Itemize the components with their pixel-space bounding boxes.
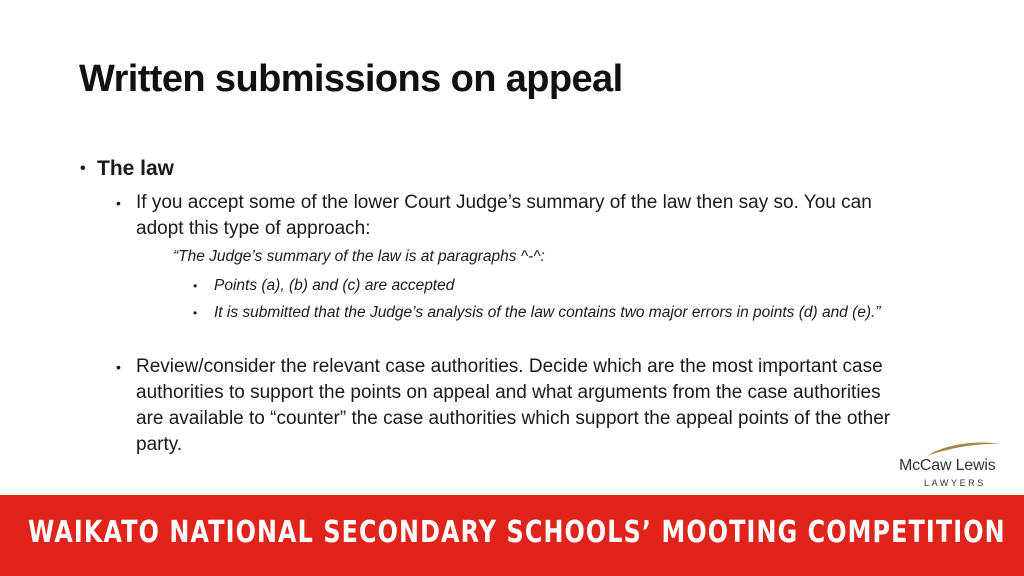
section-heading: The law [97,157,175,180]
example-point-text: It is submitted that the Judge’s analysis of the law contains two major errors in points (d) and (e).” [214,304,881,321]
bullet-glyph: • [193,279,198,293]
point-item [116,190,916,242]
bullet-glyph: • [116,359,121,375]
bullet-glyph: • [193,306,198,320]
slide-title: Written submissions on appeal [79,58,623,100]
example-point-item [193,275,953,297]
logo-swoosh-icon [925,440,1003,458]
point-text: Review/consider the relevant case authorities. Decide which are the most important case authorities to support the points on appeal and what arguments from the case authorities are available to “counter” the case authorities which support the appeal points of the other party. [136,356,891,455]
example-point-item [193,302,938,324]
bullet-glyph: • [116,195,121,211]
example-point-text: Points (a), (b) and (c) are accepted [214,277,455,294]
mccaw-lewis-logo [895,440,1005,490]
logo-subtitle: LAWYERS [924,478,986,488]
logo-name: McCaw Lewis [899,457,996,474]
point-item [116,354,896,458]
example-quote: “The Judge’s summary of the law is at paragraphs ^-^: [173,248,545,265]
point-text: If you accept some of the lower Court Judge’s summary of the law then say so. You can adopt this type of approach: [136,192,872,239]
competition-banner [0,495,1024,576]
bullet-glyph: • [80,160,86,177]
banner-text: WAIKATO NATIONAL SECONDARY SCHOOLS’ MOOTING COMPETITION [28,515,1006,550]
